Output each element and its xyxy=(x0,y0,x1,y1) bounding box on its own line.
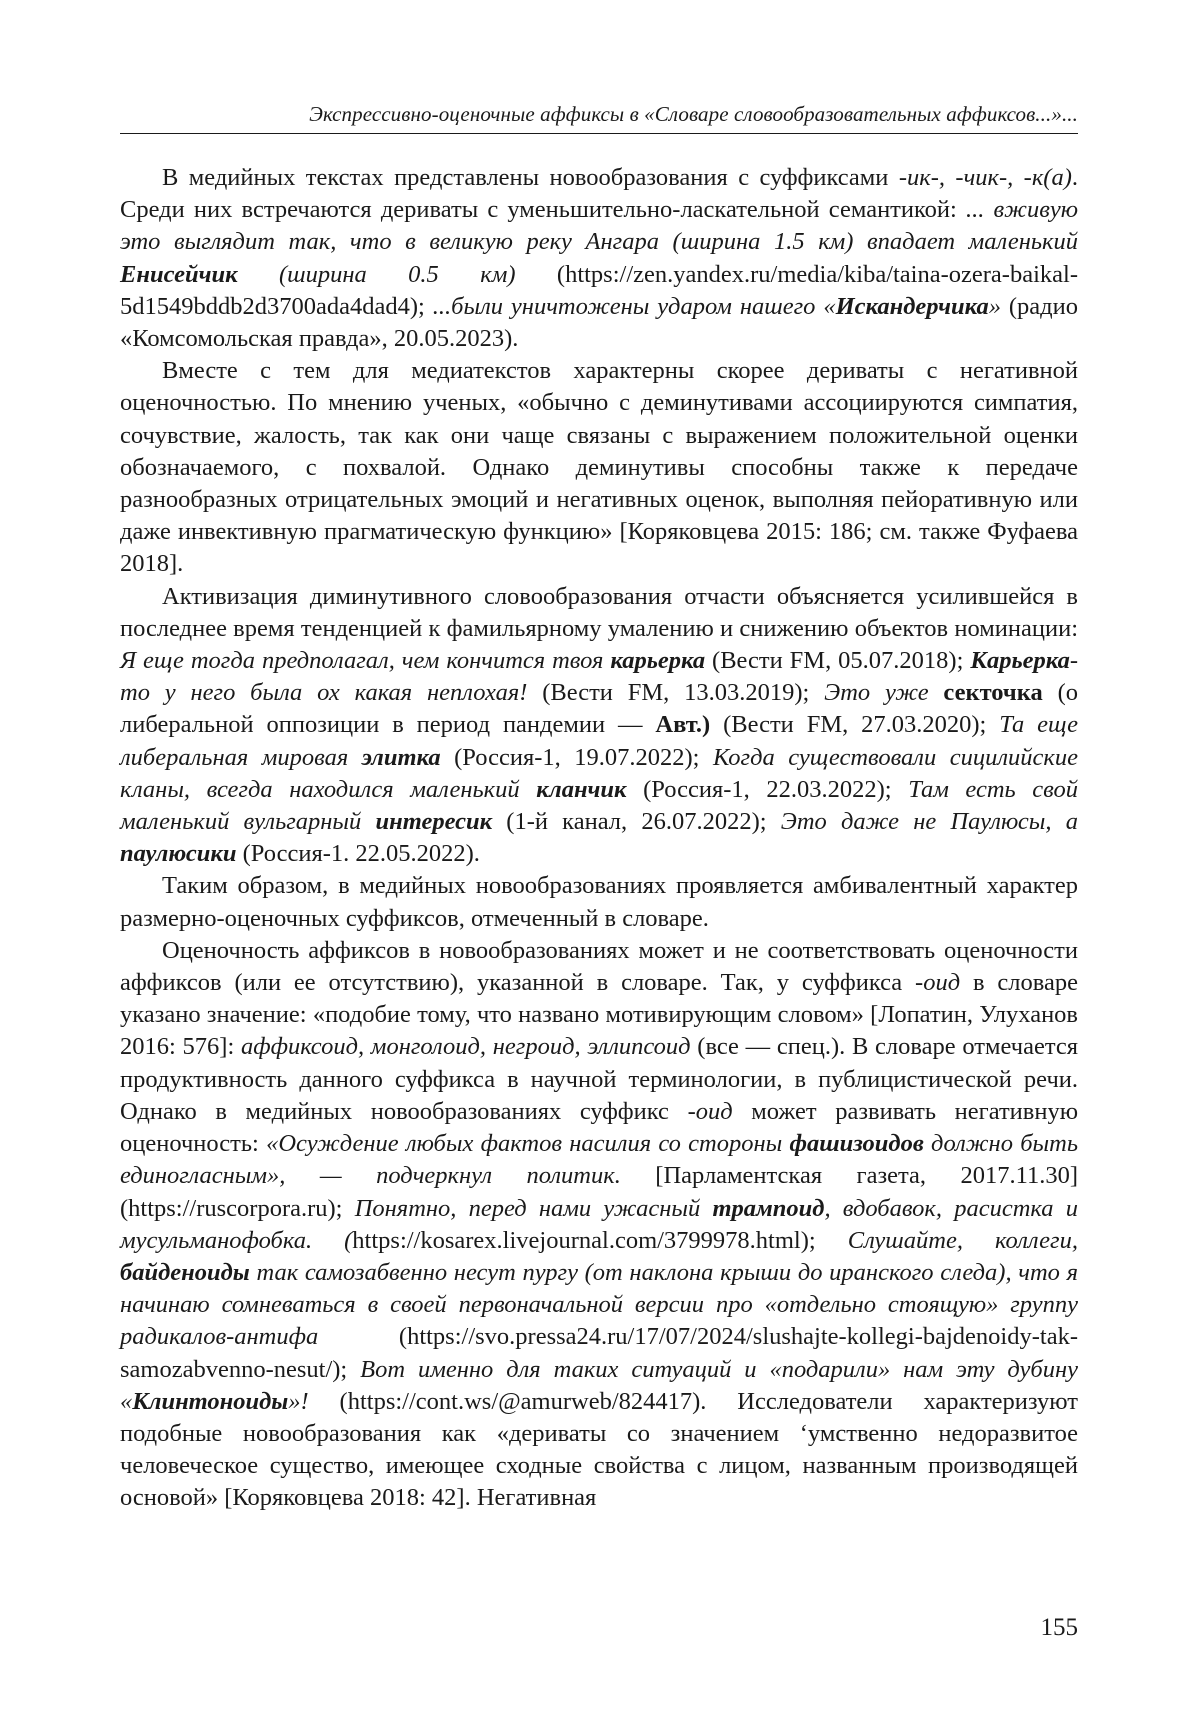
text-run: (Вести FM, 05.07.2018); xyxy=(705,647,971,675)
bold-term: Карьерка xyxy=(970,647,1070,675)
paragraph-1 xyxy=(120,162,1078,355)
italic-run: Это уже xyxy=(824,679,944,707)
italic-run: Вот именно для таких ситуаций и «подарили» нам эту дубину « xyxy=(120,1355,1078,1415)
bold-term: интересик xyxy=(375,808,493,836)
text-run: (Россия-1, 19.07.2022); xyxy=(440,743,713,771)
bold-term: карьерка xyxy=(610,647,706,675)
paragraph-3 xyxy=(120,581,1078,871)
bold-term: Искандерчика xyxy=(835,292,989,320)
text-run: (Вести FM, 27.03.2020); xyxy=(710,711,1000,739)
text-run: . Среди них встречаются дериваты с уменьшительно-ласкательной семантикой: xyxy=(120,164,1078,224)
text-run: [Парламентская газета, 2017.11.30] (https://ruscorpora.ru); xyxy=(120,1162,1078,1222)
text-run: Таким образом, в медийных новообразованиях проявляется амбивалентный характер размерно-оценочных суффиксов, отмеченный в словаре. xyxy=(120,872,1078,932)
italic-run: -ик-, -чик-, -к(а) xyxy=(898,164,1072,191)
bold-term: фашизоидов xyxy=(789,1130,924,1158)
bold-term: байденоиды xyxy=(120,1258,250,1286)
paragraph-5 xyxy=(120,935,1078,1515)
italic-run: так самозабвенно несут пургу (от наклона крыши до иранского следа), что я начинаю сомневаться в своей первоначальной версии про «отдельно стоящую» группу радикалов-антифа xyxy=(120,1258,1078,1351)
bold-term: трампоид xyxy=(712,1194,825,1222)
italic-run: должно быть единогласным», — подчеркнул политик. xyxy=(120,1130,1078,1190)
italic-run: ... вживую это выглядит так, что в великую реку Ангара (ширина 1.5 км) впадает маленький xyxy=(120,196,1078,256)
italic-run: » xyxy=(988,292,1001,320)
article-body xyxy=(120,162,1078,1515)
italic-run: (ширина 0.5 км) xyxy=(237,260,516,288)
text-run: (о либеральной оппозиции в период пандемии — xyxy=(120,679,1078,739)
italic-run: Слушайте, коллеги, xyxy=(847,1226,1078,1254)
text-run: (Россия-1, 22.03.2022); xyxy=(626,775,909,803)
page-number: 155 xyxy=(1040,1614,1078,1641)
bold-term: элитка xyxy=(361,743,441,771)
italic-run: «Осуждение любых фактов насилия со стороны xyxy=(266,1130,790,1158)
text-run: (https://zen.yandex.ru/media/kiba/taina-ozera-baikal-5d1549bddb2d3700ada4dad4); xyxy=(120,260,1078,320)
text-run: (1-й канал, 26.07.2022); xyxy=(492,808,781,836)
header-rule xyxy=(120,133,1078,134)
italic-run: »! xyxy=(288,1387,309,1415)
text-run: может развивать негативную оценочность: xyxy=(120,1097,1078,1158)
italic-run: , вдобавок, расистка и мусульманофобка. ( xyxy=(120,1194,1078,1254)
text-run: Оценочность аффиксов в новообразованиях может и не соответствовать оценочности аффиксов (или ее отсутствию), указанной в словаре. Так, у суффикса xyxy=(120,936,1078,997)
text-run: Вместе с тем для медиатекстов характерны скорее дериваты с негативной оценочностью. По мнению ученых, «обычно с деминутивами ассоциируются симпатия, сочувствие, жалость, так как они чаще связаны с выражением положительной оценки обозначаемого, с похвалой. Однако деминутивы способны также к передаче разнообразных отрицательных эмоций и негативных оценок, выполняя пейоративную или даже инвективную прагматическую функцию» [Коряковцева 2015: 186; см. также Фуфаева 2018]. xyxy=(120,357,1078,578)
text-run: (https://cont.ws/@amurweb/824417). Исследователи характеризуют подобные новообразования как «дериваты со значением ‘умственно недоразвитое человеческое существо, имеющее сходные свойства с лицом, названным производящей основой» [Коряковцева 2018: 42]. Негативная xyxy=(120,1387,1078,1512)
italic-run: Я еще тогда предполагал, чем кончится твоя xyxy=(120,647,611,675)
italic-run: -оид xyxy=(687,1097,733,1125)
text-run: https://kosarex.livejournal.com/3799978.html); xyxy=(352,1226,848,1254)
text-run: В медийных текстах представлены новообразования с суффиксами xyxy=(162,164,899,191)
running-head: Экспрессивно-оценочные аффиксы в «Словаре словообразовательных аффиксов...»... xyxy=(309,102,1078,126)
paragraph-2 xyxy=(120,355,1078,580)
text-run: Активизация диминутивного словообразования отчасти объясняется усилившейся в последнее время тенденцией к фамильярному умалению и снижению объектов номинации: xyxy=(120,582,1078,642)
italic-run: ...были уничтожены ударом нашего « xyxy=(432,292,836,320)
italic-run: -оид xyxy=(915,969,961,997)
text-run: (радио «Комсомольская правда», 20.05.2023). xyxy=(120,292,1078,353)
text-run: (https://svo.pressa24.ru/17/07/2024/slushajte-kollegi-bajdenoidy-tak-samozabvenno-nesut/); xyxy=(120,1323,1078,1383)
text-run: (все — спец.). В словаре отмечается продуктивность данного суффикса в научной терминологии, в публицистической речи. Однако в медийных новообразованиях суффикс xyxy=(120,1033,1078,1125)
bold-term: кланчик xyxy=(536,775,627,803)
text-run: (Вести FM, 13.03.2019); xyxy=(527,679,825,707)
italic-run: аффиксоид, монголоид, негроид, эллипсоид xyxy=(240,1033,691,1061)
bold-term: паулюсики xyxy=(120,840,237,868)
bold-term: Енисейчик xyxy=(120,260,238,288)
italic-run: Понятно, перед нами ужасный xyxy=(354,1194,713,1222)
bold-term: Авт.) xyxy=(655,711,711,739)
paragraph-4 xyxy=(120,870,1078,934)
italic-run: Там есть свой маленький вульгарный xyxy=(120,775,1078,836)
italic-run: -то у него была ох какая неплохая! xyxy=(120,647,1079,707)
bold-term: Клинтоноиды xyxy=(132,1387,289,1415)
italic-run: Та еще либеральная мировая xyxy=(120,711,1079,771)
italic-run: Когда существовали сицилийские кланы, всегда находился маленький xyxy=(120,743,1078,803)
text-run: (Россия-1. 22.05.2022). xyxy=(236,840,480,868)
text-run: в словаре указано значение: «подобие тому, что названо мотивирующим словом» [Лопатин, Улуханов 2016: 576]: xyxy=(120,969,1078,1061)
bold-term: секточка xyxy=(943,679,1043,707)
italic-run: Это даже не Паулюсы, а xyxy=(780,808,1078,836)
